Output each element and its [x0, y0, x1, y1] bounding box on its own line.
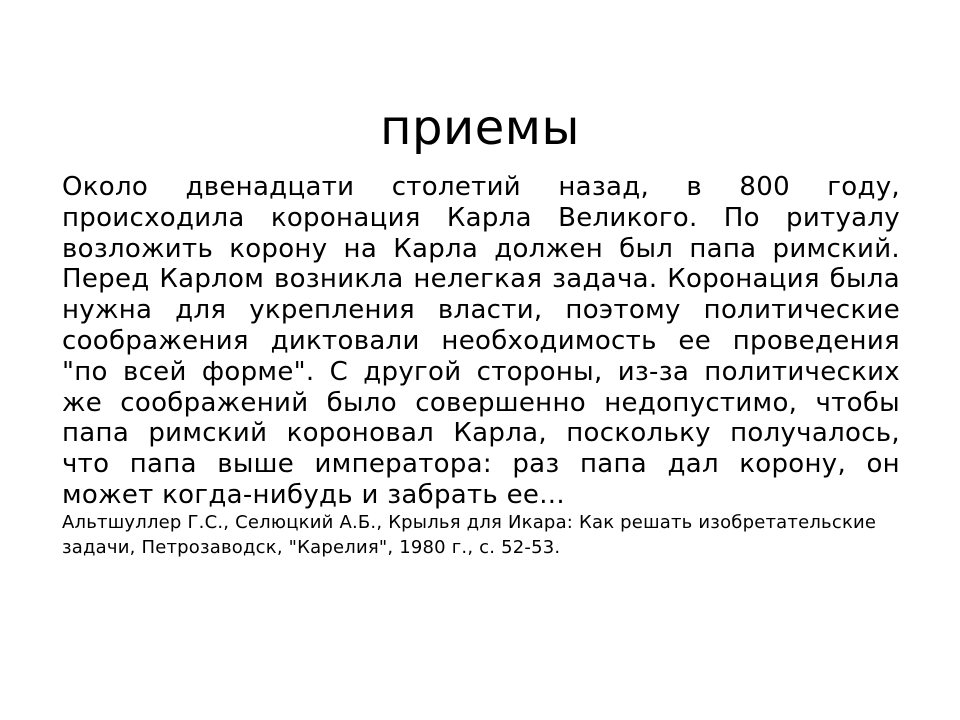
body-paragraph: Около двенадцати столетий назад, в 800 году, происходила коронация Карла Великого. По ритуалу возложить корону на Карла должен был папа римский. Перед Карлом возникла нелегкая задача. Коронация была нужна для укрепления власти, поэтому политические соображения диктовали необходимость ее проведения "по всей форме". С другой стороны, из-за политических же соображений было совершенно недопустимо, чтобы папа римский короновал Карла, поскольку получалось, что папа выше императора: раз папа дал корону, он может когда-нибудь и забрать ее... [62, 172, 900, 510]
slide-title: приемы [380, 100, 580, 156]
citation: Альтшуллер Г.С., Селюцкий А.Б., Крылья для Икара: Как решать изобретательские задачи, Петрозаводск, "Карелия", 1980 г., с. 52-53. [62, 512, 877, 558]
